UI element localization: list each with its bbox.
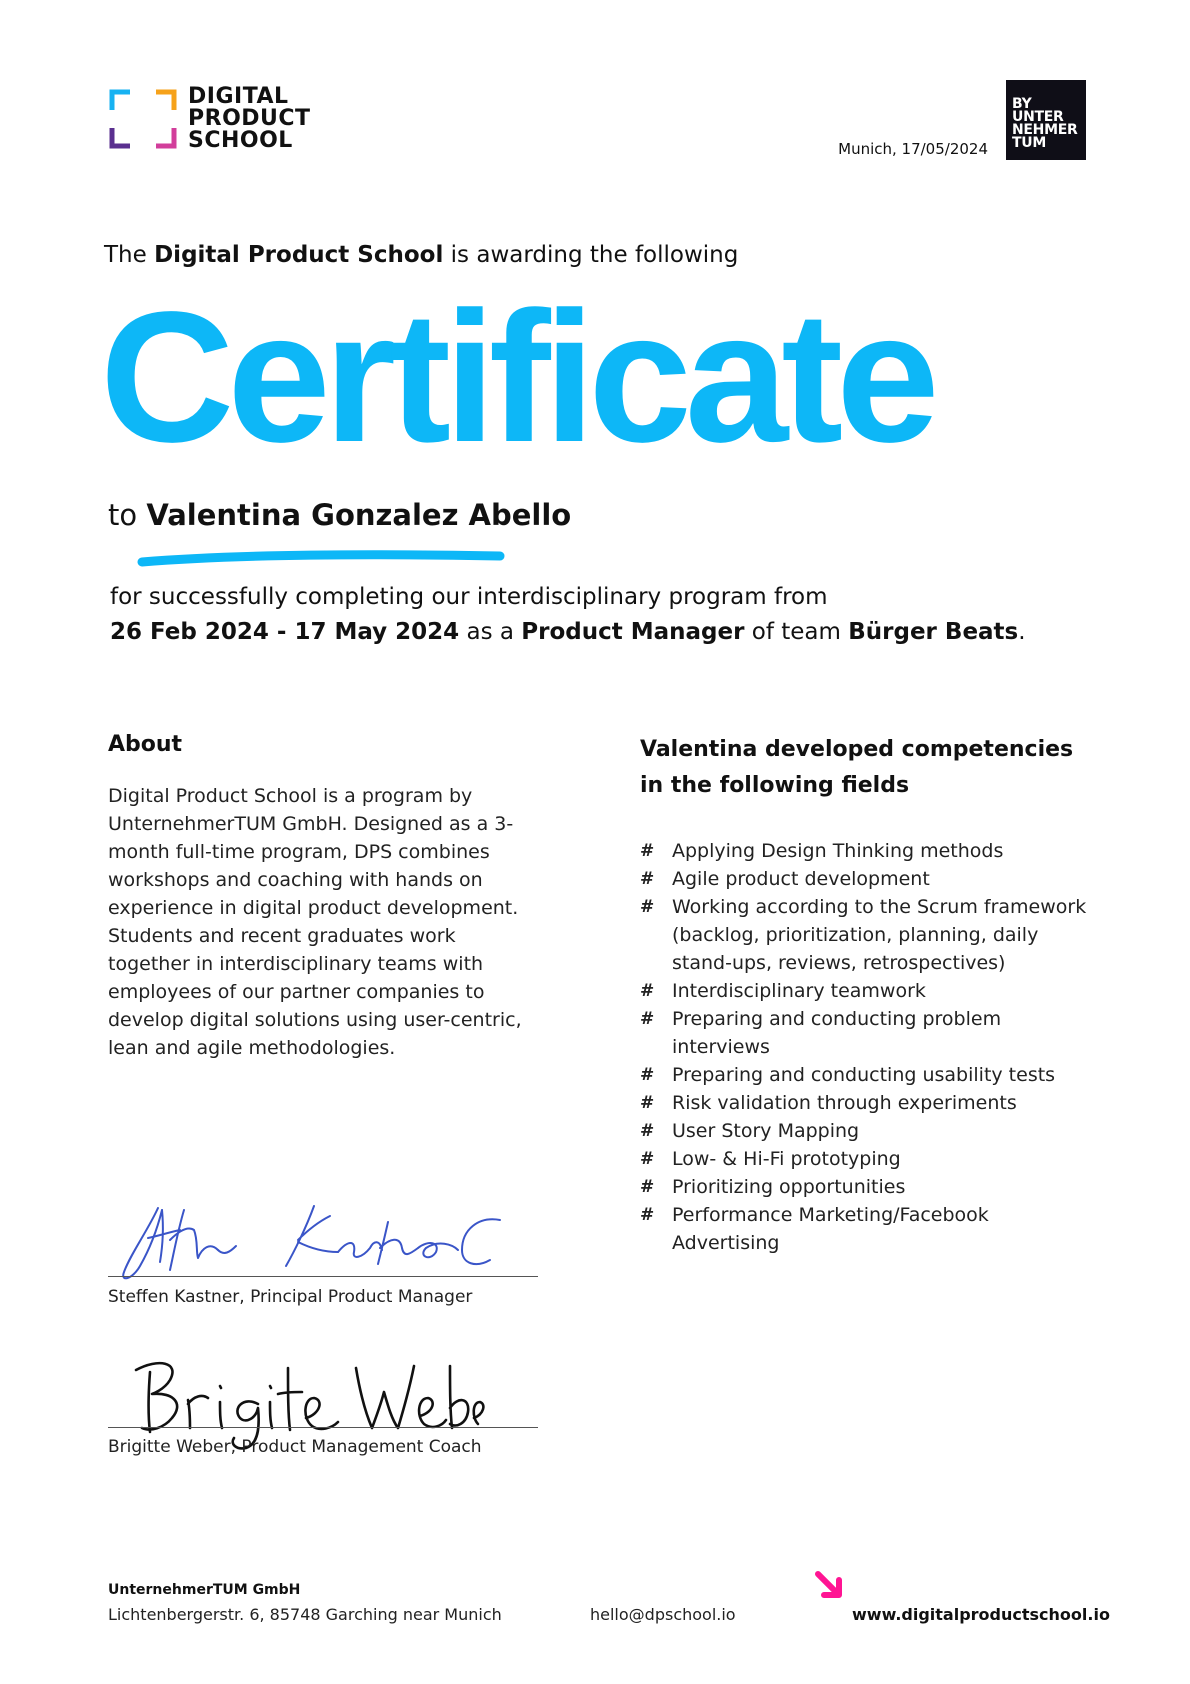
competency-text: Agile product development [672,868,930,890]
competencies-list [640,837,1090,1257]
competency-text: Prioritizing opportunities [672,1176,906,1198]
list-item [640,1173,1090,1201]
hash-bullet-icon: # [640,869,655,889]
of-team-text: of team [744,619,849,645]
competency-text: Applying Design Thinking methods [672,840,1004,862]
completion-line-1: for successfully completing our interdisciplinary program from [110,584,828,610]
intro-suffix: is awarding the following [443,242,739,268]
list-item [640,1005,1090,1061]
recipient-prefix: to [108,498,147,532]
hash-bullet-icon: # [640,1065,655,1085]
dps-logo-text [188,86,311,152]
competency-text: Preparing and conducting usability tests [672,1064,1056,1086]
hash-bullet-icon: # [640,1121,655,1141]
logo-line-2: PRODUCT [188,106,311,131]
hash-bullet-icon: # [640,1177,655,1197]
hash-bullet-icon: # [640,841,655,861]
by-line-1: BY [1012,96,1032,112]
period: . [1018,619,1026,645]
competency-text: Working according to the Scrum framework (backlog, prioritization, planning, daily stand-ups, reviews, retrospectives) [672,896,1087,974]
recipient-line [108,498,571,532]
logo-line-3: SCHOOL [188,128,293,153]
team-name: Bürger Beats [848,619,1019,645]
about-body: Digital Product School is a program by UnternehmerTUM GmbH. Designed as a 3-month full-time program, DPS combines workshops and coaching with hands on experience in digital product development. Students and recent graduates work together in interdisciplinary teams with employees of our partner companies to develop digital solutions using user-centric, lean and agile methodologies. [108,785,522,1059]
by-line-2: UNTER [1012,109,1064,125]
intro-org: Digital Product School [154,242,444,268]
hash-bullet-icon: # [640,1093,655,1113]
place-date: Munich, 17/05/2024 [838,140,988,158]
by-line-4: TUM [1012,135,1046,151]
list-item [640,977,1090,1005]
competency-text: Risk validation through experiments [672,1092,1017,1114]
hash-bullet-icon: # [640,981,655,1001]
by-line-3: NEHMER [1012,122,1078,138]
list-item [640,893,1090,977]
arrow-down-right-icon [812,1568,846,1602]
intro-prefix: The [104,242,155,268]
signature-line [108,1427,538,1428]
list-item [640,1117,1090,1145]
intro-line [104,242,738,268]
as-a-text: as a [459,619,522,645]
footer-email[interactable]: hello@dpschool.io [590,1605,736,1624]
hash-bullet-icon: # [640,1009,655,1029]
recipient-name: Valentina Gonzalez Abello [146,498,572,532]
list-item [640,1061,1090,1089]
program-dates: 26 Feb 2024 - 17 May 2024 [110,619,460,645]
competency-text: Interdisciplinary teamwork [672,980,926,1002]
dps-logo-icon [108,88,178,150]
completion-text [110,580,1070,650]
list-item [640,1201,1090,1257]
role: Product Manager [521,619,745,645]
signature-caption: Brigitte Weber, Product Management Coach [108,1437,482,1457]
signature-caption: Steffen Kastner, Principal Product Manager [108,1287,473,1307]
competency-text: Low- & Hi-Fi prototyping [672,1148,901,1170]
about-heading: About [108,732,183,757]
list-item [640,1089,1090,1117]
footer-address: Lichtenbergerstr. 6, 85748 Garching near Munich [108,1605,502,1624]
footer-org: UnternehmerTUM GmbH [108,1582,301,1598]
signature-line [108,1276,538,1277]
hash-bullet-icon: # [640,1205,655,1225]
list-item [640,837,1090,865]
competency-text: Performance Marketing/Facebook Advertising [672,1204,989,1254]
competency-text: Preparing and conducting problem interviews [672,1008,1002,1058]
certificate-title: Certificate [100,274,933,481]
name-underline-stroke [136,548,506,570]
list-item [640,865,1090,893]
competency-text: User Story Mapping [672,1120,860,1142]
footer-website[interactable]: www.digitalproductschool.io [852,1605,1110,1624]
hash-bullet-icon: # [640,1149,655,1169]
hash-bullet-icon: # [640,897,655,917]
completion-line-2 [110,615,1070,650]
list-item [640,1145,1090,1173]
logo-line-1: DIGITAL [188,84,289,109]
unternehmertum-logo [1006,80,1086,160]
competencies-heading: Valentina developed competencies in the following fields [640,737,1074,798]
